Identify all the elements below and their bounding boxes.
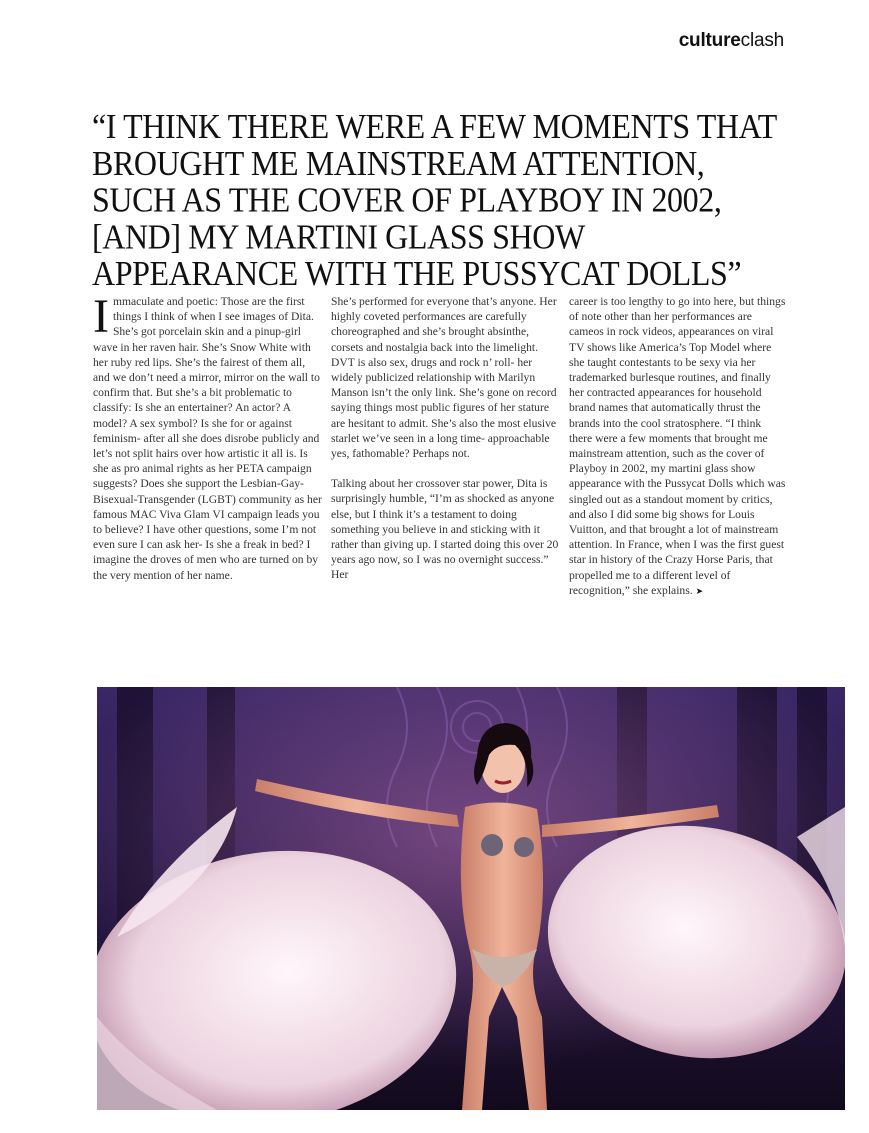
article-paragraph (569, 294, 787, 599)
end-of-article-arrow-icon: ➤ (695, 585, 704, 596)
article-column-3 (569, 294, 787, 599)
article-paragraph: Talking about her crossover star power, Dita is surprisingly humble, “I’m as shocked as anyone else, but I think it’s a testament to doing something you believe in and sticking with it rather than giving up. I started doing this over 20 years ago now, so I was no overnight success.” Her (331, 477, 559, 582)
burlesque-performer-illustration (97, 687, 845, 1110)
article-paragraph (93, 290, 323, 583)
article-column-1 (93, 290, 323, 583)
drop-cap: I (93, 290, 109, 343)
pull-quote: “I THINK THERE WERE A FEW MOMENTS THAT BROUGHT ME MAINSTREAM ATTENTION, SUCH AS THE COVER OF PLAYBOY IN 2002, [AND] MY MARTINI GLASS SHOW APPEARANCE WITH THE PUSSYCAT DOLLS” (92, 106, 777, 293)
article-paragraph: She’s performed for everyone that’s anyone. Her highly coveted performances are carefully choreographed and she’s brought absinthe, corsets and nostalgia back into the limelight. DVT is also sex, drugs and rock n’ roll- her widely publicized relationship with Marilyn Manson isn’t the only link. She’s gone on record saying things most public figures of her stature are hesitant to admit. She’s also the most elusive starlet we’ve seen in a long time- approachable yes, fathomable? Perhaps not. (331, 295, 557, 461)
section-tag (679, 30, 784, 52)
feature-photo (97, 687, 845, 1110)
article-column-2 (331, 294, 561, 583)
section-tag-bold: culture (678, 30, 741, 51)
section-tag-light: clash (740, 30, 784, 51)
article-text: mmaculate and poetic: Those are the first things I think of when I see images of Dita. She’s got porcelain skin and a pinup-girl wave in her raven hair. She’s Snow White with her ruby red lips. She’s the fairest of them all, and we don’t need a mirror, mirror on the wall to confirm that. But she’s a bit problematic to classify: Is she an entertainer? An actor? A model? A sex symbol? Is she for or against feminism- after all she does disrobe publicly and let’s not split hairs over how artistic it all is. Is she as pro animal rights as her PETA campaign suggests? Does she support the Lesbian-Gay-Bisexual-Transgender (LGBT) community as her famous MAC Viva Glam VI campaign leads you to believe? I have other questions, some I’m not even sure I can ask her- Is she a freak in bed? I imagine the droves of men who are turned on by the very mention of her name. (93, 295, 322, 582)
article-text: career is too lengthy to go into here, but things of note other than her performances are cameos in rock videos, appearances on viral TV shows like America’s Top Model where she taught contestants to be sexy via her trademarked burlesque routines, and finally her contracted appearances for household brand names that automatically thrust the brands into the cool stratosphere. “I think there were a few moments that brought me mainstream attention, such as the cover of Playboy in 2002, my martini glass show appearance with the Pussycat Dolls which was singled out as a standout moment by critics, and also I did some big shows for Louis Vuitton, and that brought a lot of mainstream attention. In France, when I was the first guest star in history of the Crazy Horse Paris, that propelled me to a different level of recognition,” she explains. (569, 295, 786, 597)
